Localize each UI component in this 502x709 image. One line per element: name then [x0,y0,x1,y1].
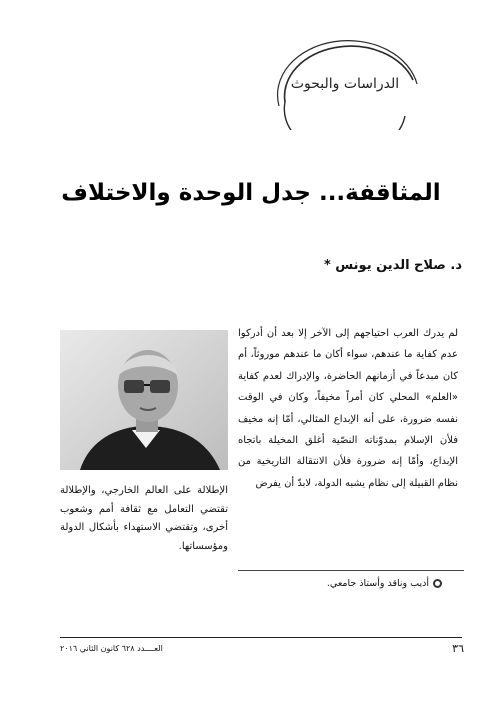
footnote [327,578,442,589]
author-name: د. صلاح الدين يونس * [323,258,462,273]
page-number: ٣٦ [452,642,464,655]
portrait-icon [60,330,228,470]
author-portrait-image [60,330,228,470]
issue-info: العــــدد ٦٢٨ كانون الثاني ٢٠١٦ [60,644,163,653]
footnote-text: أديب وناقد وأستاذ جامعي. [326,578,429,589]
section-label: الدراسات والبحوث [290,76,400,92]
footnote-marker-icon [433,579,442,588]
footnote-divider [238,570,464,571]
article-title: المثاقفة... جدل الوحدة والاختلاف [61,180,441,206]
body-paragraph: لم يدرك العرب احتياجهم إلى الآخر إلا بعد أن أدركوا عدم كفاية ما عندهم، سواء أكان ما عندهم موروثاً، أم كان مبدعاً في أزمانهم الحاضرة، والإدراك لعدم كفاية «العلم» المحلي كان أمراً مخيفاً، وكان في الوقت نفسه ضرورة، على أنه الإبداع المثالي، أمّا إنه مخيف فلأن الإسلام بمدوّناته النصّية أغلق المخيلة باتجاه الإبداع، وأمّا إنه ضرورة فلأن الانتقالة التاريخية من نظام القبيلة إلى نظام يشبه الدولة، لابدّ أن يفرض [238,328,458,489]
footer-divider [60,637,462,638]
continued-paragraph: الإطلالة على العالم الخارجي، والإطلالة تقتضي التعامل مع ثقافة أمم وشعوب أخرى، وتقتضي الاستهداء بأشكال الدولة ومؤسساتها. [60,485,228,552]
